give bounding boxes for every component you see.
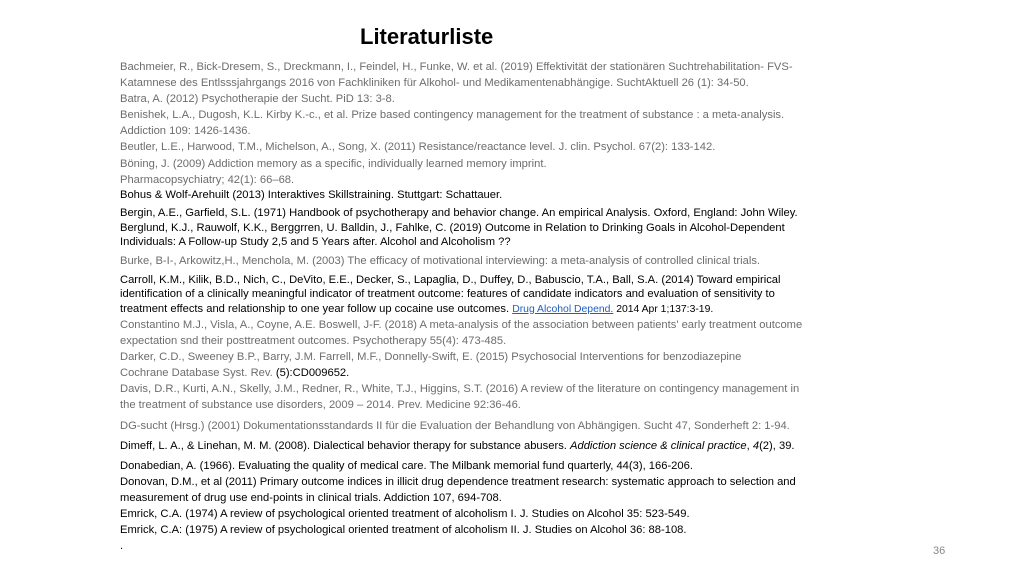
reference-text: Cochrane Database Syst. Rev. [120,367,276,380]
reference-line: Berglund, K.J., Rauwolf, K.K., Berggrren, U. Balldin, J., Fahlke, C. (2019) Outcome in Relation to Drinking Goals in Alcohol-Dependent [120,221,785,234]
reference-line: expectation snd their posttreatment outcomes. Psychotherapy 55(4): 473-485. [120,335,507,348]
reference-line: Carroll, K.M., Kilik, B.D., Nich, C., DeVito, E.E., Decker, S., Lapaglia, D., Duffey, D., Babuscio, T.A., Ball, S.A. (2014) Toward empirical [120,273,781,286]
reference-text: 2014 Apr 1;137:3-19. [613,303,714,315]
reference-line: the treatment of substance use disorders, 2009 – 2014. Prev. Medicine 92:36-46. [120,399,521,412]
reference-line: Benishek, L.A., Dugosh, K.L. Kirby K.-c., et al. Prize based contingency management for the treatment of substance : a meta-analysis. [120,109,785,122]
journal-link[interactable]: Drug Alcohol Depend. [512,303,614,315]
reference-text: 4 [752,439,760,452]
reference-line: Batra, A. (2012) Psychotherapie der Sucht. PiD 13: 3-8. [120,93,395,106]
reference-text: , [746,439,753,452]
reference-line: Donovan, D.M., et al (2011) Primary outcome indices in illicit drug dependence treatment research: systematic approach to selection and [120,475,796,488]
reference-line [120,365,900,381]
reference-line: Bohus & Wolf-Arehuilt (2013) Interaktives Skillstraining. Stuttgart: Schattauer. [120,188,503,201]
reference-text: (5):CD009652. [275,367,350,380]
reference-line: Donabedian, A. (1966). Evaluating the quality of medical care. The Milbank memorial fund quarterly, 44(3), 166-206. [120,459,693,472]
reference-text: treatment effects and relationship to one year follow up cocaine use outcomes. [120,302,510,315]
reference-line: Beutler, L.E., Harwood, T.M., Michelson, A., Song, X. (2011) Resistance/reactance level. J. clin. Psychol. 67(2): 133-142. [120,141,716,154]
reference-text: (2), 39. [759,439,795,452]
reference-line: . [120,540,124,553]
reference-line: Pharmacopsychiatry; 42(1): 66–68. [120,173,295,186]
reference-text: Addiction science & clinical practice [570,439,747,452]
reference-line: identification of a clinically meaningful indicator of treatment outcome: features of candidate indicators and evaluation of sensitivity to [120,288,775,301]
reference-line: Bachmeier, R., Bick-Dresem, S., Dreckmann, I., Feindel, H., Funke, W. et al. (2019) Effektivität der stationären Suchtrehabilitation- FVS- [120,61,793,73]
reference-list [120,59,900,554]
reference-line: Burke, B-I-, Arkowitz,H., Menchola, M. (2003) The efficacy of motivational interviewing: a meta-analysis of controlled clinical trials. [120,255,761,268]
reference-line: Emrick, C.A: (1975) A review of psychological oriented treatment of alcoholism II. J. Studies on Alcohol 36: 88-108. [120,524,687,537]
reference-line [120,438,900,454]
reference-line [120,302,900,317]
reference-line: Darker, C.D., Sweeney B.P., Barry, J.M. Farrell, M.F., Donnelly-Swift, E. (2015) Psychosocial Interventions for benzodiazepine [120,351,742,364]
page-number: 36 [933,545,946,557]
reference-line: Bergin, A.E., Garfield, S.L. (1971) Handbook of psychotherapy and behavior change. An empirical Analysis. Oxford, England: John Wiley. [120,207,798,220]
reference-line: DG-sucht (Hrsg.) (2001) Dokumentationsstandards II für die Evaluation der Behandlung von Abhängigen. Sucht 47, Sonderheft 2: 1-94. [120,419,790,432]
reference-line: measurement of drug use end-points in clinical trials. Addiction 107, 694-708. [120,491,502,504]
reference-line: Katamnese des Entlsssjahrgangs 2016 von Fachkliniken für Alkohol- und Medikamentenabhängige. SuchtAktuell 26 (1): 34-50. [120,77,749,90]
reference-line: Böning, J. (2009) Addiction memory as a specific, individually learned memory imprint. [120,157,547,170]
reference-line: Individuals: A Follow-up Study 2,5 and 5 Years after. Alcohol and Alcoholism ?? [120,235,511,248]
slide-title: Literaturliste [360,24,494,49]
reference-line: Davis, D.R., Kurti, A.N., Skelly, J.M., Redner, R., White, T.J., Higgins, S.T. (2016) A review of the literature on contingency management in [120,383,800,396]
reference-text: Dimeff, L. A., & Linehan, M. M. (2008). Dialectical behavior therapy for substance abusers. [120,439,571,452]
reference-line: Emrick, C.A. (1974) A review of psychological oriented treatment of alcoholism I. J. Studies on Alcohol 35: 523-549. [120,508,690,521]
reference-line: Constantino M.J., Visla, A., Coyne, A.E. Boswell, J-F. (2018) A meta-analysis of the association between patients' early treatment outcome [120,319,803,331]
reference-line: Addiction 109: 1426-1436. [120,125,251,138]
